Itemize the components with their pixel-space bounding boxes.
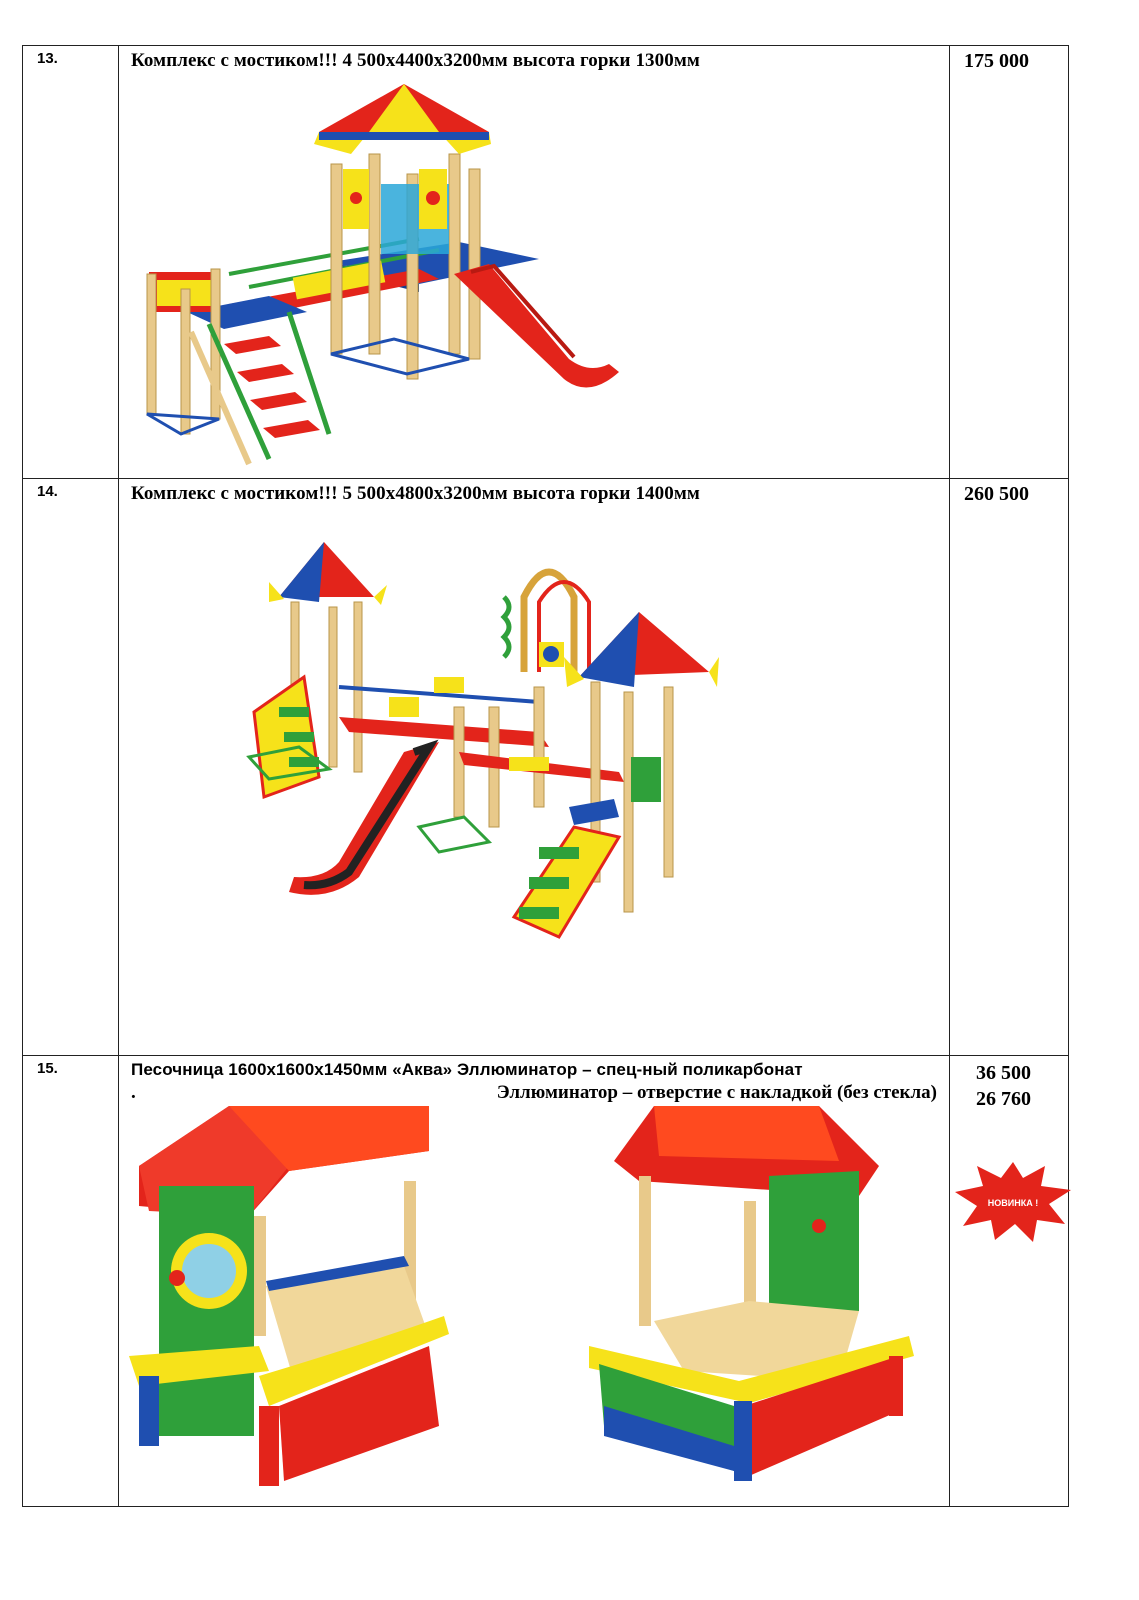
- row-number: 13.: [37, 50, 58, 67]
- price-value: 26 760: [976, 1088, 1031, 1110]
- price-value: 260 500: [964, 483, 1029, 505]
- new-badge: [953, 1160, 1073, 1244]
- row-number-cell: [23, 479, 119, 1056]
- price-value: 36 500: [976, 1062, 1031, 1084]
- table-row: [23, 479, 1069, 1056]
- sandbox-front-view: [129, 1106, 449, 1486]
- product-subtitle: Эллюминатор – отверстие с накладкой (без стекла): [496, 1082, 937, 1103]
- description-cell: [119, 46, 950, 479]
- playground-complex-image: [119, 507, 945, 1047]
- description-cell: [119, 1056, 950, 1507]
- price-cell: [950, 46, 1069, 479]
- new-badge-label: НОВИНКА !: [987, 1198, 1039, 1208]
- playground-complex-image: [119, 74, 945, 469]
- product-title: Комплекс с мостиком!!! 4 500х4400х3200мм высота горки 1300мм: [131, 50, 700, 71]
- table-row: [23, 46, 1069, 479]
- sandbox-image: [119, 1106, 945, 1496]
- product-title: Песочница 1600х1600х1450мм «Аква» Эллюминатор – спец-ный поликарбонат: [131, 1060, 803, 1079]
- subtitle-dot: .: [131, 1082, 136, 1103]
- table-row: [23, 1056, 1069, 1507]
- price-table: [22, 45, 1069, 1507]
- product-subtitle-line: [119, 1080, 949, 1104]
- row-number-cell: [23, 46, 119, 479]
- price-list: [950, 1056, 1068, 1112]
- row-number: 14.: [37, 483, 58, 500]
- price-cell: [950, 479, 1069, 1056]
- price-cell: [950, 1056, 1069, 1507]
- row-number-cell: [23, 1056, 119, 1507]
- product-title: Комплекс с мостиком!!! 5 500х4800х3200мм высота горки 1400мм: [131, 483, 700, 504]
- row-number: 15.: [37, 1060, 58, 1077]
- sandbox-back-view: [589, 1106, 914, 1481]
- price-value: 175 000: [964, 50, 1029, 72]
- price-list-sheet: [22, 45, 1067, 1507]
- description-cell: [119, 479, 950, 1056]
